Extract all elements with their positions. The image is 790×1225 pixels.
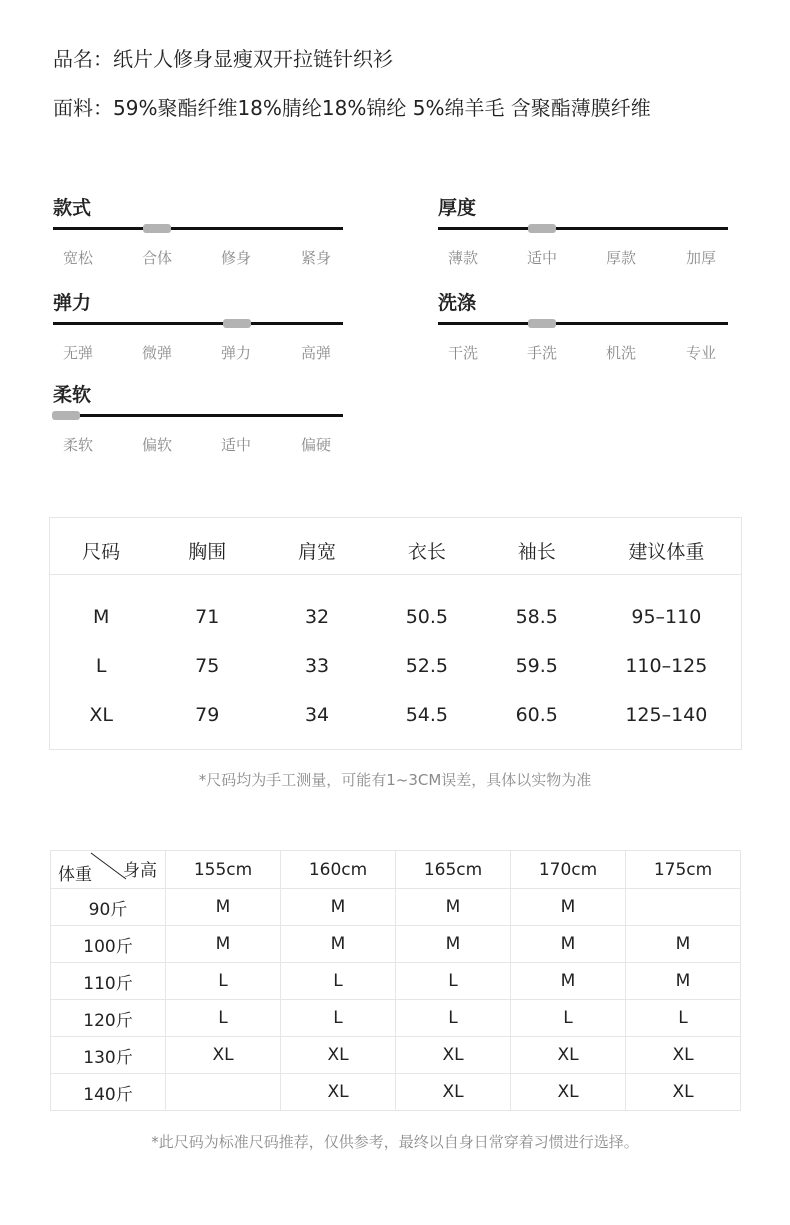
attr-level-marker [143, 224, 171, 233]
attr-option: 高弹 [300, 344, 331, 362]
attr-option: 合体 [141, 249, 172, 267]
attr-title: 柔软 [53, 384, 92, 406]
recommend-size-cell [166, 1074, 281, 1111]
recommend-size-cell: L [166, 963, 281, 1000]
weight-label: 130斤 [51, 1037, 166, 1074]
recommend-size-cell: L [281, 1000, 396, 1037]
height-col: 170cm [511, 851, 626, 889]
recommend-size-cell: XL [166, 1037, 281, 1074]
attr-option: 弹力 [220, 344, 251, 362]
size-cell: 58.5 [515, 606, 558, 629]
attr-track [438, 227, 728, 230]
recommend-size-cell: M [511, 963, 626, 1000]
recommend-size-cell: XL [626, 1074, 741, 1111]
recommend-size-cell: L [626, 1000, 741, 1037]
recommend-size-cell: XL [511, 1037, 626, 1074]
recommend-size-cell: M [281, 889, 396, 926]
recommend-size-cell: XL [626, 1037, 741, 1074]
size-cell: 59.5 [515, 655, 558, 678]
size-cell: 52.5 [405, 655, 449, 678]
recommend-row [51, 1037, 741, 1074]
size-cell: 60.5 [515, 703, 558, 726]
height-col: 165cm [396, 851, 511, 889]
recommend-size-cell: XL [281, 1037, 396, 1074]
corner-weight-label: 体重 [58, 865, 92, 885]
attr-thickness [438, 193, 728, 273]
recommend-table [50, 850, 741, 1111]
attr-option: 微弹 [141, 344, 172, 362]
recommend-size-cell: M [626, 963, 741, 1000]
recommend-row [51, 963, 741, 1000]
size-cell: 75 [195, 655, 220, 678]
recommend-size-cell: L [396, 963, 511, 1000]
attr-option: 适中 [526, 249, 557, 267]
recommend-size-cell: L [281, 963, 396, 1000]
weight-label: 120斤 [51, 1000, 166, 1037]
recommend-size-cell: M [626, 926, 741, 963]
recommend-size-cell: XL [396, 1037, 511, 1074]
recommend-row [51, 889, 741, 926]
attr-softness [53, 380, 343, 460]
recommend-size-cell: L [511, 1000, 626, 1037]
weight-label: 100斤 [51, 926, 166, 963]
recommend-size-cell: XL [511, 1074, 626, 1111]
attr-style [53, 193, 343, 273]
corner-height-label: 身高 [123, 861, 157, 881]
attr-title: 弹力 [53, 292, 92, 314]
recommend-size-cell: M [166, 889, 281, 926]
attr-option: 干洗 [447, 344, 478, 362]
size-note: *尺码均为手工测量，可能有1~3CM误差，具体以实物为准 [198, 771, 592, 789]
header-chest: 胸围 [152, 518, 262, 575]
attr-track [53, 414, 343, 417]
attr-level-marker [528, 319, 556, 328]
attr-option: 无弹 [62, 344, 93, 362]
recommend-size-cell: L [396, 1000, 511, 1037]
attr-track [53, 322, 343, 325]
attr-elasticity [53, 288, 343, 368]
size-cell: 33 [304, 655, 330, 678]
attr-title: 款式 [53, 197, 92, 219]
size-cell: XL [89, 703, 113, 726]
size-cell: L [95, 655, 107, 678]
recommend-size-cell: XL [396, 1074, 511, 1111]
attr-option: 宽松 [62, 249, 93, 267]
header-sleeve: 袖长 [482, 518, 592, 575]
size-cell: 79 [195, 703, 220, 726]
size-cell: M [92, 606, 110, 629]
recommend-size-cell: M [511, 889, 626, 926]
attr-option: 手洗 [526, 344, 557, 362]
size-cell: 54.5 [405, 703, 449, 726]
product-name: 品名：纸片人修身显瘦双开拉链针织衫 [53, 47, 393, 71]
recommend-size-cell: M [511, 926, 626, 963]
height-col: 160cm [281, 851, 396, 889]
header-weight: 建议体重 [592, 518, 742, 575]
attr-title: 厚度 [438, 197, 477, 219]
size-table-header [50, 518, 742, 575]
recommend-size-cell: M [281, 926, 396, 963]
attr-option: 修身 [220, 249, 251, 267]
recommend-note: *此尺码为标准尺码推荐，仅供参考，最终以自身日常穿着习惯进行选择。 [151, 1133, 639, 1151]
attr-option: 机洗 [605, 344, 636, 362]
attr-track [438, 322, 728, 325]
recommend-size-cell: M [396, 926, 511, 963]
attr-option: 厚款 [605, 249, 636, 267]
height-col: 175cm [626, 851, 741, 889]
attr-option: 专业 [685, 344, 716, 362]
weight-label: 90斤 [51, 889, 166, 926]
recommend-header-row [51, 851, 741, 889]
attr-option: 偏软 [141, 436, 172, 454]
header-length: 衣长 [372, 518, 482, 575]
attr-option: 薄款 [447, 249, 478, 267]
weight-label: 140斤 [51, 1074, 166, 1111]
weight-label: 110斤 [51, 963, 166, 1000]
size-cell: 95–110 [631, 606, 702, 629]
header-size: 尺码 [50, 518, 153, 575]
attr-track [53, 227, 343, 230]
height-col: 155cm [166, 851, 281, 889]
attr-option: 偏硬 [300, 436, 331, 454]
attr-option: 加厚 [685, 249, 716, 267]
recommend-size-cell: M [166, 926, 281, 963]
recommend-row [51, 1000, 741, 1037]
size-table [49, 517, 742, 750]
recommend-size-cell: M [396, 889, 511, 926]
size-row [50, 575, 742, 642]
size-row [50, 642, 742, 691]
size-cell: 125–140 [625, 703, 708, 726]
recommend-size-cell: XL [281, 1074, 396, 1111]
attr-option: 柔软 [62, 436, 93, 454]
attr-option: 适中 [220, 436, 251, 454]
attr-level-marker [52, 411, 80, 420]
size-cell: 110–125 [625, 655, 708, 678]
recommend-row [51, 1074, 741, 1111]
attr-level-marker [223, 319, 251, 328]
size-cell: 34 [304, 703, 330, 726]
recommend-size-cell: L [166, 1000, 281, 1037]
product-material: 面料：59%聚酯纤维18%腈纶18%锦纶 5%绵羊毛 含聚酯薄膜纤维 [53, 96, 651, 120]
size-cell: 32 [304, 606, 330, 629]
size-cell: 71 [195, 606, 220, 629]
size-row [50, 690, 742, 749]
header-shoulder: 肩宽 [262, 518, 372, 575]
attr-title: 洗涤 [438, 292, 477, 314]
attr-option: 紧身 [300, 249, 331, 267]
recommend-size-cell [626, 889, 741, 926]
corner-cell [51, 851, 166, 889]
attr-level-marker [528, 224, 556, 233]
attr-washing [438, 288, 728, 368]
size-cell: 50.5 [405, 606, 449, 629]
recommend-row [51, 926, 741, 963]
